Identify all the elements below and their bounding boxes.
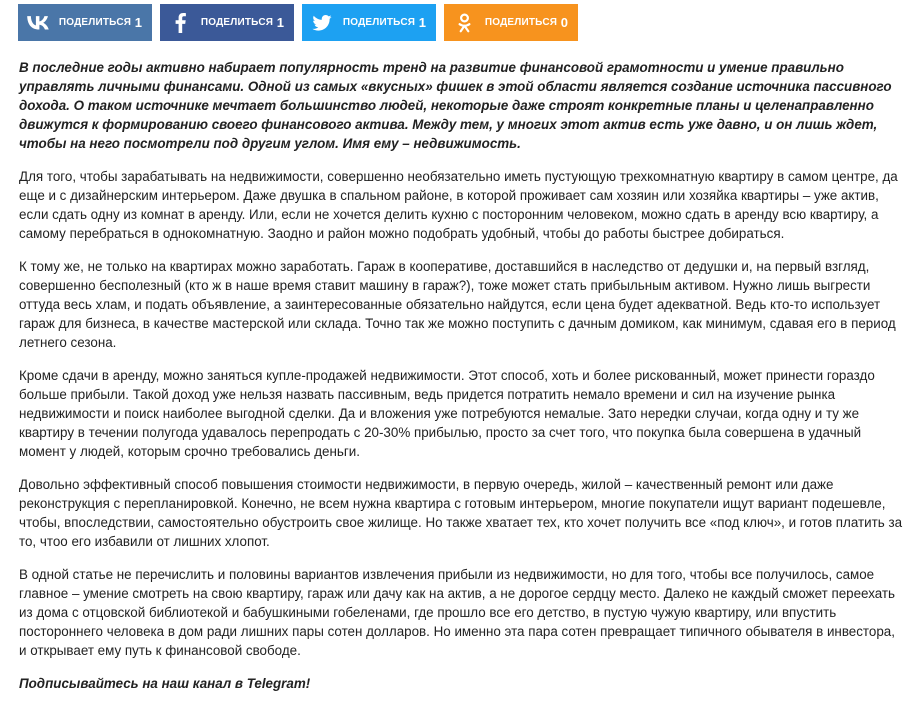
share-odnoklassniki-label: ПОДЕЛИТЬСЯ (484, 17, 558, 28)
article-paragraph: Для того, чтобы зарабатывать на недвижимости, совершенно необязательно иметь пустующую трехкомнатную квартиру в самом центре, да еще и с дизайнерским интерьером. Даже двушка в спальном районе, в которой проживает сам хозяин или хозяйка квартиры – уже актив, если сдать одну из комнат в аренду. Или, если не хочется делить кухню с посторонним человеком, можно сдать в аренду всю квартиру, а самому перебраться в однокомнатную. Заодно и район можно подобрать удобный, чтобы до работы быстрее добираться. (19, 169, 898, 241)
vk-icon (18, 16, 58, 30)
article-paragraph: Кроме сдачи в аренду, можно заняться купле-продажей недвижимости. Этот способ, хоть и более рискованный, может принести гораздо больше прибыли. Такой доход уже нельзя назвать пассивным, ведь придется потратить немало времени и сил на изучение рынка недвижимости и поиск наиболее выгодной сделки. Да и вложения уже потребуются немалые. Зато нередки случаи, когда одну и ту же квартиру в течении полугода удавалось перепродать с 20-30% прибылью, просто за счет того, что покупка была совершена в удачный момент у людей, которым срочно требовались деньги. (19, 368, 875, 459)
share-vk-label: ПОДЕЛИТЬСЯ (58, 17, 132, 28)
share-facebook-label: ПОДЕЛИТЬСЯ (200, 17, 274, 28)
article-paragraph: К тому же, не только на квартирах можно заработать. Гараж в кооперативе, доставшийся в наследство от дедушки и, на первый взгляд, совершенно бесполезный (кто ж в наше время ставит машину в гараж?), тоже может стать прибыльным активом. Нужно лишь выгрести оттуда весь хлам, и подать объявление, а заинтересованные обязательно найдутся, если цена будет адекватной. Ведь кто-то использует гараж для бизнеса, в качестве мастерской или склада. Точно так же можно поступить с дачным домиком, как минимум, сдавая его в период летнего сезона. (19, 259, 896, 350)
share-twitter-button[interactable] (302, 4, 436, 41)
share-facebook-count: 1 (276, 15, 284, 30)
article-paragraph: В одной статье не перечислить и половины вариантов извлечения прибыли из недвижимости, но для того, чтобы все получилось, самое главное – умение смотреть на свою квартиру, гараж или дачу как на актив, а не дорогое сердцу место. Далеко не каждый сможет переехать из дома с отцовской библиотекой и бабушкиными гобеленами, где прошло все его детство, в пустую чужую квартиру, или впустить постороннего человека в дом ради лишних пары сотен долларов. Но именно эта пара сотен превращает типичного обывателя в инвестора, и открывает ему путь к финансовой свободе. (19, 567, 895, 658)
share-odnoklassniki-count: 0 (560, 15, 568, 30)
share-vk-count: 1 (134, 15, 142, 30)
telegram-subscribe-link[interactable]: Подписывайтесь на наш канал в Telegram! (19, 676, 311, 691)
facebook-icon (160, 13, 200, 33)
share-vk-button[interactable] (18, 4, 152, 41)
odnoklassniki-icon (444, 13, 484, 33)
share-facebook-button[interactable] (160, 4, 294, 41)
article-body (19, 58, 905, 707)
share-odnoklassniki-button[interactable] (444, 4, 578, 41)
article-paragraph: Довольно эффективный способ повышения стоимости недвижимости, в первую очередь, жилой – качественный ремонт или даже реконструкция с перепланировкой. Конечно, не всем нужна квартира с готовым интерьером, многие покупатели ищут вариант подешевле, чтобы, впоследствии, самостоятельно обустроить свое жилище. Но также хватает тех, кто хочет получить все «под ключ», и готов платить за то, чтоо его избавили от лишних хлопот. (19, 477, 903, 549)
share-twitter-label: ПОДЕЛИТЬСЯ (342, 17, 416, 28)
article-lead: В последние годы активно набирает популярность тренд на развитие финансовой грамотности и умение правильно управлять личными финансами. Одной из самых «вкусных» фишек в этой области является создание источника пассивного дохода. О таком источнике мечтает большинство людей, некоторые даже строят конкретные планы и целенаправленно движутся к формированию своего финансового актива. Между тем, у многих этот актив есть уже давно, и он лишь ждет, чтобы на него посмотрели под другим углом. Имя ему – недвижимость. (19, 60, 892, 151)
share-bar (18, 4, 578, 41)
twitter-icon (302, 15, 342, 31)
share-twitter-count: 1 (418, 15, 426, 30)
